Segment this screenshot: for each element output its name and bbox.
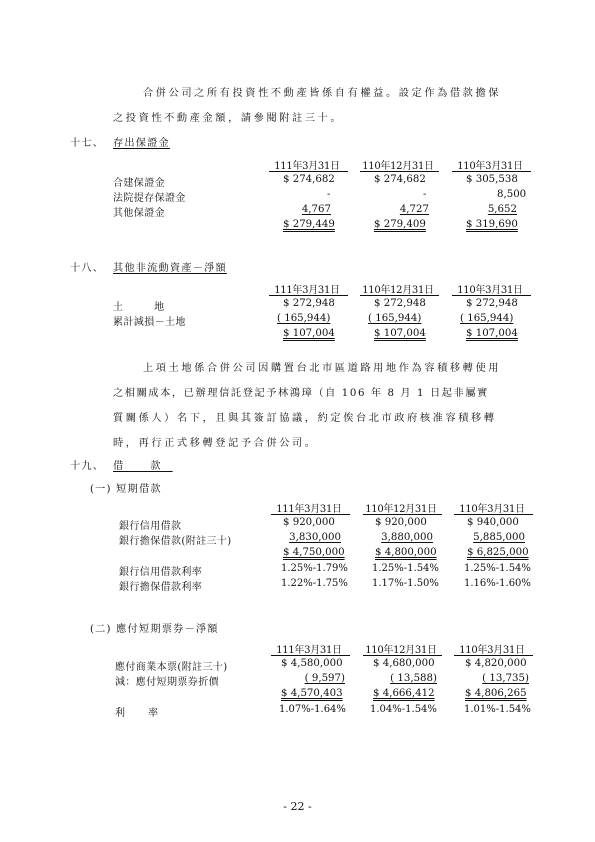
header-rule xyxy=(360,295,439,296)
row-label: 累計減損－土地 xyxy=(113,317,186,328)
row-label: 應付商業本票(附註三十) xyxy=(115,662,228,673)
total-value: $ 4,800,000 xyxy=(375,547,437,558)
section-18-title: 其他非流動資產－淨額 xyxy=(113,263,227,274)
land-note-line-1: 上項土地係合併公司因購置台北市區道路用地作為容積移轉使用 xyxy=(143,363,502,374)
cell-value: ( 9,597) xyxy=(304,673,345,684)
col-header: 110年3月31日 xyxy=(457,285,523,296)
header-rule xyxy=(454,514,533,515)
total-value: $ 6,825,000 xyxy=(467,547,529,558)
total-value: $ 319,690 xyxy=(466,219,518,230)
cell-value: $ 274,682 xyxy=(283,174,335,185)
col-header: 111年3月31日 xyxy=(274,161,340,172)
row-label: 銀行擔保借款(附註三十) xyxy=(119,536,232,547)
land-note-line-4: 時，再行正式移轉登記予合併公司。 xyxy=(113,438,318,449)
section-19-number: 十九、 xyxy=(70,461,105,472)
col-header: 111年3月31日 xyxy=(276,645,342,656)
rate-value: 1.07%-1.64% xyxy=(279,704,346,715)
rate-value: 1.22%-1.75% xyxy=(281,578,348,589)
total-value: $ 279,449 xyxy=(283,219,335,230)
col-header: 110年12月31日 xyxy=(365,645,437,656)
rate-value: 1.04%-1.54% xyxy=(370,704,437,715)
total-value: $ 4,570,403 xyxy=(281,688,343,699)
total-value: $ 4,750,000 xyxy=(283,547,345,558)
cell-value: $ 272,948 xyxy=(374,298,426,309)
cell-value: $ 4,820,000 xyxy=(465,658,527,669)
intro-line-1: 合併公司之所有投資性不動產皆係自有權益。設定作為借款擔保 xyxy=(143,88,502,99)
total-value: $ 107,004 xyxy=(374,328,426,339)
cell-value: ( 13,588) xyxy=(390,673,437,684)
row-label: 銀行擔保借款利率 xyxy=(119,582,203,593)
cell-value: $ 4,580,000 xyxy=(281,658,343,669)
col-header: 110年3月31日 xyxy=(459,504,525,515)
section-17-title: 存出保證金 xyxy=(113,138,170,149)
row-label: 減：應付短期票券折價 xyxy=(115,677,219,688)
cell-value: ( 165,944) xyxy=(277,313,331,324)
rate-value: 1.25%-1.54% xyxy=(372,563,439,574)
cell-value: $ 4,680,000 xyxy=(373,658,435,669)
cell-value: 3,830,000 xyxy=(289,532,341,543)
header-rule xyxy=(360,171,439,172)
land-note-line-2: 之相關成本，已辦理信託登記予林鴻璋（自 106 年 8 月 1 日起非屬實 xyxy=(113,388,489,399)
subsection-title: (二) 應付短期票券－淨額 xyxy=(90,624,219,635)
rate-value: 1.01%-1.54% xyxy=(464,704,531,715)
cell-value: 4,727 xyxy=(399,204,429,215)
total-value: $ 4,806,265 xyxy=(465,688,527,699)
header-rule xyxy=(271,514,350,515)
cell-value: $ 274,682 xyxy=(374,174,426,185)
total-value: $ 107,004 xyxy=(283,328,335,339)
cell-value: - xyxy=(327,189,331,200)
rate-value: 1.25%-1.54% xyxy=(464,563,531,574)
cell-value: 4,767 xyxy=(301,204,331,215)
cell-value: $ 305,538 xyxy=(466,174,518,185)
rate-value: 1.16%-1.60% xyxy=(464,578,531,589)
total-value: $ 107,004 xyxy=(466,328,518,339)
col-header: 110年12月31日 xyxy=(365,504,437,515)
rate-value: 1.25%-1.79% xyxy=(281,563,348,574)
header-rule xyxy=(363,514,442,515)
row-label: 其他保證金 xyxy=(113,208,165,219)
header-rule xyxy=(454,655,533,656)
row-label: 法院提存保證金 xyxy=(113,193,186,204)
header-rule xyxy=(271,655,350,656)
cell-value: 5,652 xyxy=(487,204,517,215)
header-rule xyxy=(452,295,531,296)
row-label: 合建保證金 xyxy=(113,178,165,189)
header-rule xyxy=(269,171,348,172)
header-rule xyxy=(269,295,348,296)
subsection-title: (一) 短期借款 xyxy=(90,484,162,495)
land-note-line-3: 質關係人）名下，且與其簽訂協議，約定俟台北市政府核准容積移轉 xyxy=(113,413,497,424)
row-label: 利 率 xyxy=(115,708,169,719)
section-18-number: 十八、 xyxy=(70,263,105,274)
col-header: 111年3月31日 xyxy=(274,285,340,296)
total-value: $ 279,409 xyxy=(374,219,426,230)
cell-value: ( 13,735) xyxy=(482,673,529,684)
col-header: 110年3月31日 xyxy=(457,161,523,172)
col-header: 110年3月31日 xyxy=(459,645,525,656)
intro-line-2: 之投資性不動產金額，請參閱附註三十。 xyxy=(113,113,344,124)
cell-value: $ 272,948 xyxy=(283,298,335,309)
cell-value: 8,500 xyxy=(497,189,527,200)
cell-value: - xyxy=(423,189,427,200)
total-value: $ 4,666,412 xyxy=(373,688,435,699)
col-header: 111年3月31日 xyxy=(276,504,342,515)
row-label: 銀行信用借款 xyxy=(119,521,182,532)
cell-value: 3,880,000 xyxy=(381,532,433,543)
section-19-title: 借 款 xyxy=(113,461,173,472)
row-label: 土 地 xyxy=(113,302,179,313)
col-header: 110年12月31日 xyxy=(362,285,434,296)
header-rule xyxy=(363,655,442,656)
cell-value: ( 165,944) xyxy=(460,313,514,324)
col-header: 110年12月31日 xyxy=(362,161,434,172)
row-label: 銀行信用借款利率 xyxy=(119,567,203,578)
header-rule xyxy=(452,171,531,172)
cell-value: $ 920,000 xyxy=(283,517,335,528)
section-17-number: 十七、 xyxy=(70,138,105,149)
cell-value: $ 272,948 xyxy=(466,298,518,309)
cell-value: $ 940,000 xyxy=(467,517,519,528)
cell-value: ( 165,944) xyxy=(368,313,422,324)
rate-value: 1.17%-1.50% xyxy=(372,578,439,589)
cell-value: 5,885,000 xyxy=(473,532,525,543)
page-number: - 22 - xyxy=(283,800,312,813)
cell-value: $ 920,000 xyxy=(375,517,427,528)
